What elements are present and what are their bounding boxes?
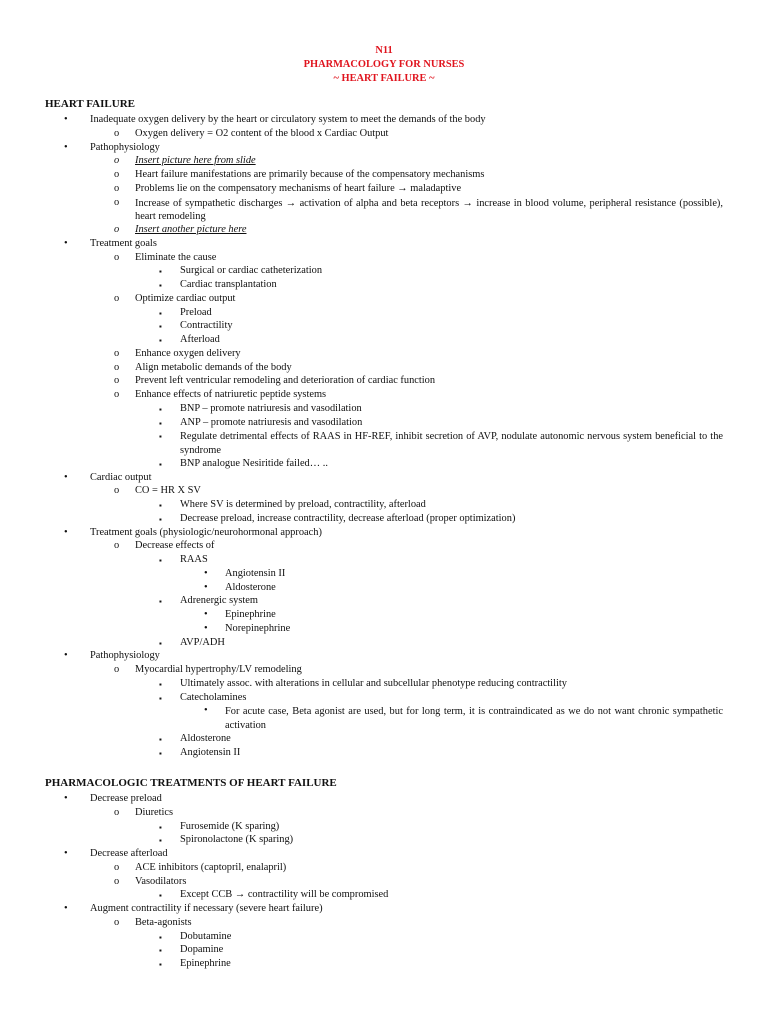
bullet-marker: ▪ — [159, 693, 162, 703]
list-item: Angiotensin II — [180, 746, 241, 758]
list-item: Aldosterone — [225, 581, 276, 593]
picture-placeholder-note: Insert another picture here — [135, 224, 247, 235]
list-item: Optimize cardiac output — [135, 292, 236, 304]
list-item: Dopamine — [180, 944, 224, 956]
list-item: Treatment goals — [90, 237, 157, 249]
bullet-marker: ▪ — [159, 679, 162, 689]
list-item: ANP – promote natriuresis and vasodilation — [180, 416, 363, 428]
list-item: Enhance oxygen delivery — [135, 347, 241, 359]
bullet-marker: ▪ — [159, 459, 162, 469]
bullet-marker: ▪ — [159, 308, 162, 318]
list-item: Enhance effects of natriuretic peptide systems — [135, 389, 327, 400]
bullet-marker: o — [114, 251, 120, 263]
bullet-marker: o — [114, 806, 120, 818]
list-item: Adrenergic system — [180, 595, 259, 607]
bullet-marker: o — [114, 361, 120, 373]
bullet-marker: ▪ — [159, 514, 162, 524]
bullet-marker: • — [64, 650, 68, 662]
document-header — [0, 44, 768, 85]
bullet-marker: ▪ — [159, 748, 162, 758]
list-item: Regulate detrimental effects of RAAS in HF-REF, inhibit secretion of AVP, nodulate autonomic nervous system beneficial to the syndrome — [180, 431, 723, 456]
list-item: Contractility — [180, 320, 233, 332]
bullet-marker: ▪ — [159, 836, 162, 846]
section-heading: HEART FAILURE — [45, 98, 135, 110]
bullet-marker: o — [114, 196, 120, 208]
topic-title: ~ HEART FAILURE ~ — [333, 72, 435, 84]
bullet-marker: ▪ — [159, 891, 162, 901]
bullet-marker: • — [204, 622, 208, 634]
list-item: Except CCB → contractility will be compromised — [180, 889, 389, 901]
list-item: Dobutamine — [180, 930, 232, 942]
bullet-marker: ▪ — [159, 322, 162, 332]
bullet-marker: ▪ — [159, 336, 162, 345]
bullet-marker: ▪ — [159, 946, 162, 956]
list-item: CO = HR X SV — [135, 485, 201, 497]
list-item: Cardiac output — [90, 471, 152, 483]
bullet-marker: o — [114, 224, 120, 235]
bullet-marker: ▪ — [159, 404, 162, 414]
section-heading: PHARMACOLOGIC TREATMENTS OF HEART FAILURE — [45, 777, 337, 789]
bullet-marker: o — [114, 875, 120, 887]
list-item: Aldosterone — [180, 732, 231, 744]
list-item: Prevent left ventricular remodeling and deterioration of cardiac function — [135, 375, 436, 387]
bullet-marker: • — [64, 903, 68, 914]
bullet-marker: o — [114, 375, 120, 387]
list-item: Ultimately assoc. with alterations in cellular and subcellular phenotype reducing contractility — [180, 677, 567, 689]
list-item: Decrease effects of — [135, 540, 215, 552]
list-item: Epinephrine — [225, 609, 276, 620]
list-item: Surgical or cardiac catheterization — [180, 265, 323, 277]
bullet-marker: o — [114, 347, 120, 359]
list-item: Inadequate oxygen delivery by the heart or circulatory system to meet the demands of the body — [90, 114, 486, 125]
bullet-marker: o — [114, 169, 120, 180]
picture-placeholder-note: Insert picture here from slide — [135, 155, 256, 167]
course-code: N11 — [375, 45, 393, 56]
bullet-marker: o — [114, 182, 120, 194]
bullet-marker: o — [114, 155, 120, 167]
list-item: Increase of sympathetic discharges → activation of alpha and beta receptors → increase in blood volume, peripheral resistance (possible), heart remodeling — [135, 197, 723, 223]
bullet-marker: ▪ — [159, 432, 162, 442]
bullet-marker: o — [114, 916, 120, 928]
list-item: Furosemide (K sparing) — [180, 820, 280, 832]
list-item: BNP analogue Nesiritide failed… .. — [180, 457, 328, 469]
list-item: For acute case, Beta agonist are used, but for long term, it is contraindicated as we do not want chronic sympathetic activation — [225, 706, 723, 731]
list-item: Cardiac transplantation — [180, 279, 277, 290]
bullet-marker: • — [64, 471, 68, 483]
list-item: Spironolactone (K sparing) — [180, 834, 294, 846]
bullet-marker: ▪ — [159, 638, 162, 648]
bullet-marker: • — [204, 609, 208, 620]
list-item: Myocardial hypertrophy/LV remodeling — [135, 664, 302, 675]
list-item: Problems lie on the compensatory mechanisms of heart failure → maladaptive — [135, 182, 462, 194]
bullet-marker: ▪ — [159, 932, 162, 942]
bullet-marker: • — [64, 793, 68, 804]
bullet-marker: o — [114, 664, 120, 675]
bullet-marker: • — [64, 848, 68, 859]
bullet-marker: o — [114, 127, 120, 139]
list-item: Pathophysiology — [90, 650, 160, 662]
bullet-marker: ▪ — [159, 501, 162, 510]
bullet-marker: • — [204, 705, 208, 717]
list-item: Decrease preload, increase contractility, decrease afterload (proper optimization) — [180, 512, 516, 524]
list-item: Where SV is determined by preload, contractility, afterload — [180, 499, 426, 510]
list-item: Preload — [180, 306, 212, 318]
bullet-marker: o — [114, 292, 120, 304]
list-item: Heart failure manifestations are primarily because of the compensatory mechanisms — [135, 169, 485, 180]
list-item: Beta-agonists — [135, 916, 192, 928]
list-item: RAAS — [180, 554, 208, 565]
list-item: Epinephrine — [180, 958, 231, 969]
bullet-marker: o — [114, 861, 120, 873]
list-item: Norepinephrine — [225, 622, 291, 634]
list-item: Align metabolic demands of the body — [135, 361, 292, 373]
bullet-marker: ▪ — [159, 267, 162, 277]
bullet-marker: ▪ — [159, 734, 162, 744]
bullet-marker: • — [64, 237, 68, 249]
list-item: Decrease preload — [90, 793, 162, 804]
bullet-marker: ▪ — [159, 281, 162, 290]
list-item: AVP/ADH — [180, 636, 225, 648]
bullet-marker: ▪ — [159, 556, 162, 565]
bullet-marker: • — [204, 567, 208, 579]
bullet-marker: o — [114, 389, 120, 400]
list-item: Vasodilators — [135, 875, 187, 887]
list-item: Afterload — [180, 334, 220, 345]
list-item: Pathophysiology — [90, 141, 160, 153]
list-item: Catecholamines — [180, 691, 247, 703]
list-item: Oxygen delivery = O2 content of the blood x Cardiac Output — [135, 127, 389, 139]
bullet-marker: o — [114, 485, 120, 497]
bullet-marker: • — [204, 581, 208, 593]
list-item: Eliminate the cause — [135, 251, 217, 263]
bullet-marker: • — [64, 114, 68, 125]
list-item: ACE inhibitors (captopril, enalapril) — [135, 861, 287, 873]
bullet-marker: o — [114, 540, 120, 552]
bullet-marker: ▪ — [159, 418, 162, 428]
list-item: Diuretics — [135, 806, 174, 818]
bullet-marker: ▪ — [159, 597, 162, 607]
bullet-marker: ▪ — [159, 960, 162, 969]
list-item: Decrease afterload — [90, 848, 168, 859]
bullet-marker: • — [64, 526, 68, 538]
list-item: Treatment goals (physiologic/neurohormonal approach) — [90, 526, 322, 538]
list-item: Angiotensin II — [225, 567, 286, 579]
bullet-marker: ▪ — [159, 822, 162, 832]
course-title: PHARMACOLOGY FOR NURSES — [303, 58, 465, 70]
list-item: Augment contractility if necessary (severe heart failure) — [90, 903, 323, 914]
list-item: BNP – promote natriuresis and vasodilation — [180, 402, 362, 414]
bullet-marker: • — [64, 141, 68, 153]
